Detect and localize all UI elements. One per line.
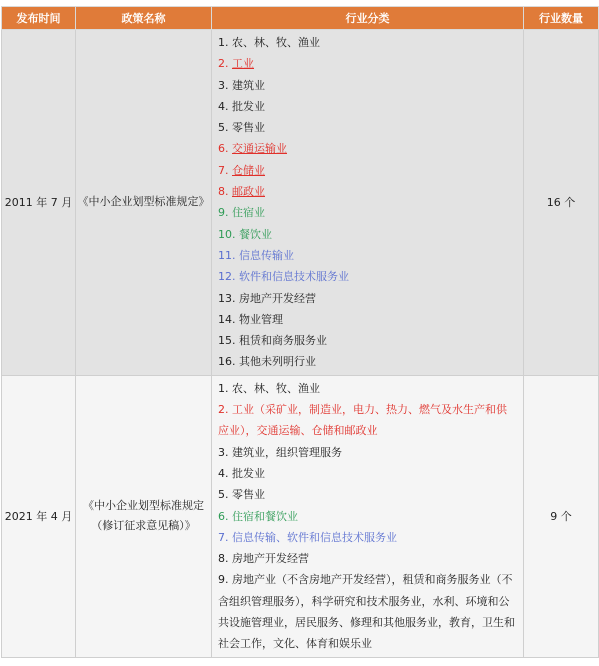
item-num: 9. — [218, 573, 229, 587]
item-text: 房地产业（不含房地产开发经营），租赁和商务服务业（不含组织管理服务），科学研究和技术服务业，水利、环境和公共设施管理业，居民服务、修理和其他服务业，教育，卫生和社会工作，文化、体育和娱乐业 — [218, 573, 515, 651]
category-item — [218, 309, 517, 330]
item-text: 房地产开发经营 — [232, 552, 309, 566]
item-text: 批发业 — [232, 99, 265, 113]
item-num: 1. — [218, 381, 229, 395]
item-text: 零售业 — [232, 121, 265, 135]
item-num: 5. — [218, 121, 229, 135]
item-num: 4. — [218, 466, 229, 480]
category-item — [218, 569, 517, 654]
item-num: 2. — [218, 403, 229, 417]
item-text: 其他未列明行业 — [239, 355, 316, 369]
item-num: 13. — [218, 291, 236, 305]
item-text: 工业（采矿业，制造业，电力、热力、燃气及水生产和供应业），交通运输、仓储和邮政业 — [218, 403, 507, 438]
policy-cell — [76, 375, 212, 657]
item-num: 8. — [218, 185, 229, 199]
item-num: 2. — [218, 57, 229, 71]
count-cell: 16 个 — [524, 30, 599, 376]
table-row — [2, 30, 599, 376]
item-num: 6. — [218, 509, 229, 523]
date-cell: 2021 年 4 月 — [2, 375, 76, 657]
item-text: 邮政业 — [232, 185, 265, 199]
category-item — [218, 351, 517, 372]
item-num: 7. — [218, 530, 229, 544]
item-num: 12. — [218, 270, 236, 284]
category-item — [218, 224, 517, 245]
item-text: 房地产开发经营 — [239, 291, 316, 305]
item-text: 租赁和商务服务业 — [239, 334, 327, 348]
header-policy: 政策名称 — [76, 7, 212, 30]
policy-name: （修订征求意见稿）》 — [91, 519, 196, 533]
item-text: 住宿业 — [232, 206, 265, 220]
category-item — [218, 484, 517, 505]
category-item — [218, 378, 517, 399]
item-num: 3. — [218, 445, 229, 459]
category-cell — [212, 375, 524, 657]
item-text: 软件和信息技术服务业 — [239, 270, 349, 284]
category-item — [218, 442, 517, 463]
item-text: 住宿和餐饮业 — [232, 509, 298, 523]
item-text: 信息传输、软件和信息技术服务业 — [232, 530, 397, 544]
item-text: 交通运输业 — [232, 142, 287, 156]
item-text: 建筑业 — [232, 78, 265, 92]
category-item — [218, 53, 517, 74]
item-num: 16. — [218, 355, 236, 369]
category-item — [218, 330, 517, 351]
item-num: 15. — [218, 334, 236, 348]
item-num: 7. — [218, 163, 229, 177]
policy-cell — [76, 30, 212, 376]
item-num: 1. — [218, 36, 229, 49]
item-text: 农、林、牧、渔业 — [232, 381, 320, 395]
category-cell — [212, 30, 524, 376]
item-num: 4. — [218, 99, 229, 113]
industry-policy-table — [1, 6, 599, 658]
item-text: 仓储业 — [232, 163, 265, 177]
category-item — [218, 506, 517, 527]
header-count: 行业数量 — [524, 7, 599, 30]
category-item — [218, 117, 517, 138]
item-text: 工业 — [232, 57, 254, 71]
item-num: 8. — [218, 552, 229, 566]
policy-name: 《中小企业划型标准规定 — [83, 499, 204, 513]
item-num: 6. — [218, 142, 229, 156]
item-text: 餐饮业 — [239, 227, 272, 241]
category-item — [218, 32, 517, 53]
header-row — [2, 7, 599, 30]
item-num: 14. — [218, 312, 236, 326]
header-date: 发布时间 — [2, 7, 76, 30]
policy-name: 《中小企业划型标准规定》 — [77, 195, 210, 209]
count-cell: 9 个 — [524, 375, 599, 657]
item-text: 信息传输业 — [239, 248, 294, 262]
header-category: 行业分类 — [212, 7, 524, 30]
category-item — [218, 266, 517, 287]
category-item — [218, 548, 517, 569]
item-num: 10. — [218, 227, 236, 241]
category-item — [218, 138, 517, 159]
date-cell: 2011 年 7 月 — [2, 30, 76, 376]
item-text: 物业管理 — [239, 312, 283, 326]
category-item — [218, 75, 517, 96]
category-item — [218, 245, 517, 266]
category-item — [218, 463, 517, 484]
item-num: 9. — [218, 206, 229, 220]
item-num: 11. — [218, 248, 236, 262]
category-item — [218, 399, 517, 442]
item-text: 批发业 — [232, 466, 265, 480]
item-text: 零售业 — [232, 488, 265, 502]
item-num: 5. — [218, 488, 229, 502]
item-text: 农、林、牧、渔业 — [232, 36, 320, 49]
item-num: 3. — [218, 78, 229, 92]
category-item — [218, 181, 517, 202]
category-item — [218, 160, 517, 181]
category-item — [218, 96, 517, 117]
category-item — [218, 202, 517, 223]
item-text: 建筑业，组织管理服务 — [232, 445, 342, 459]
table-row — [2, 375, 599, 657]
category-item — [218, 288, 517, 309]
category-item — [218, 527, 517, 548]
